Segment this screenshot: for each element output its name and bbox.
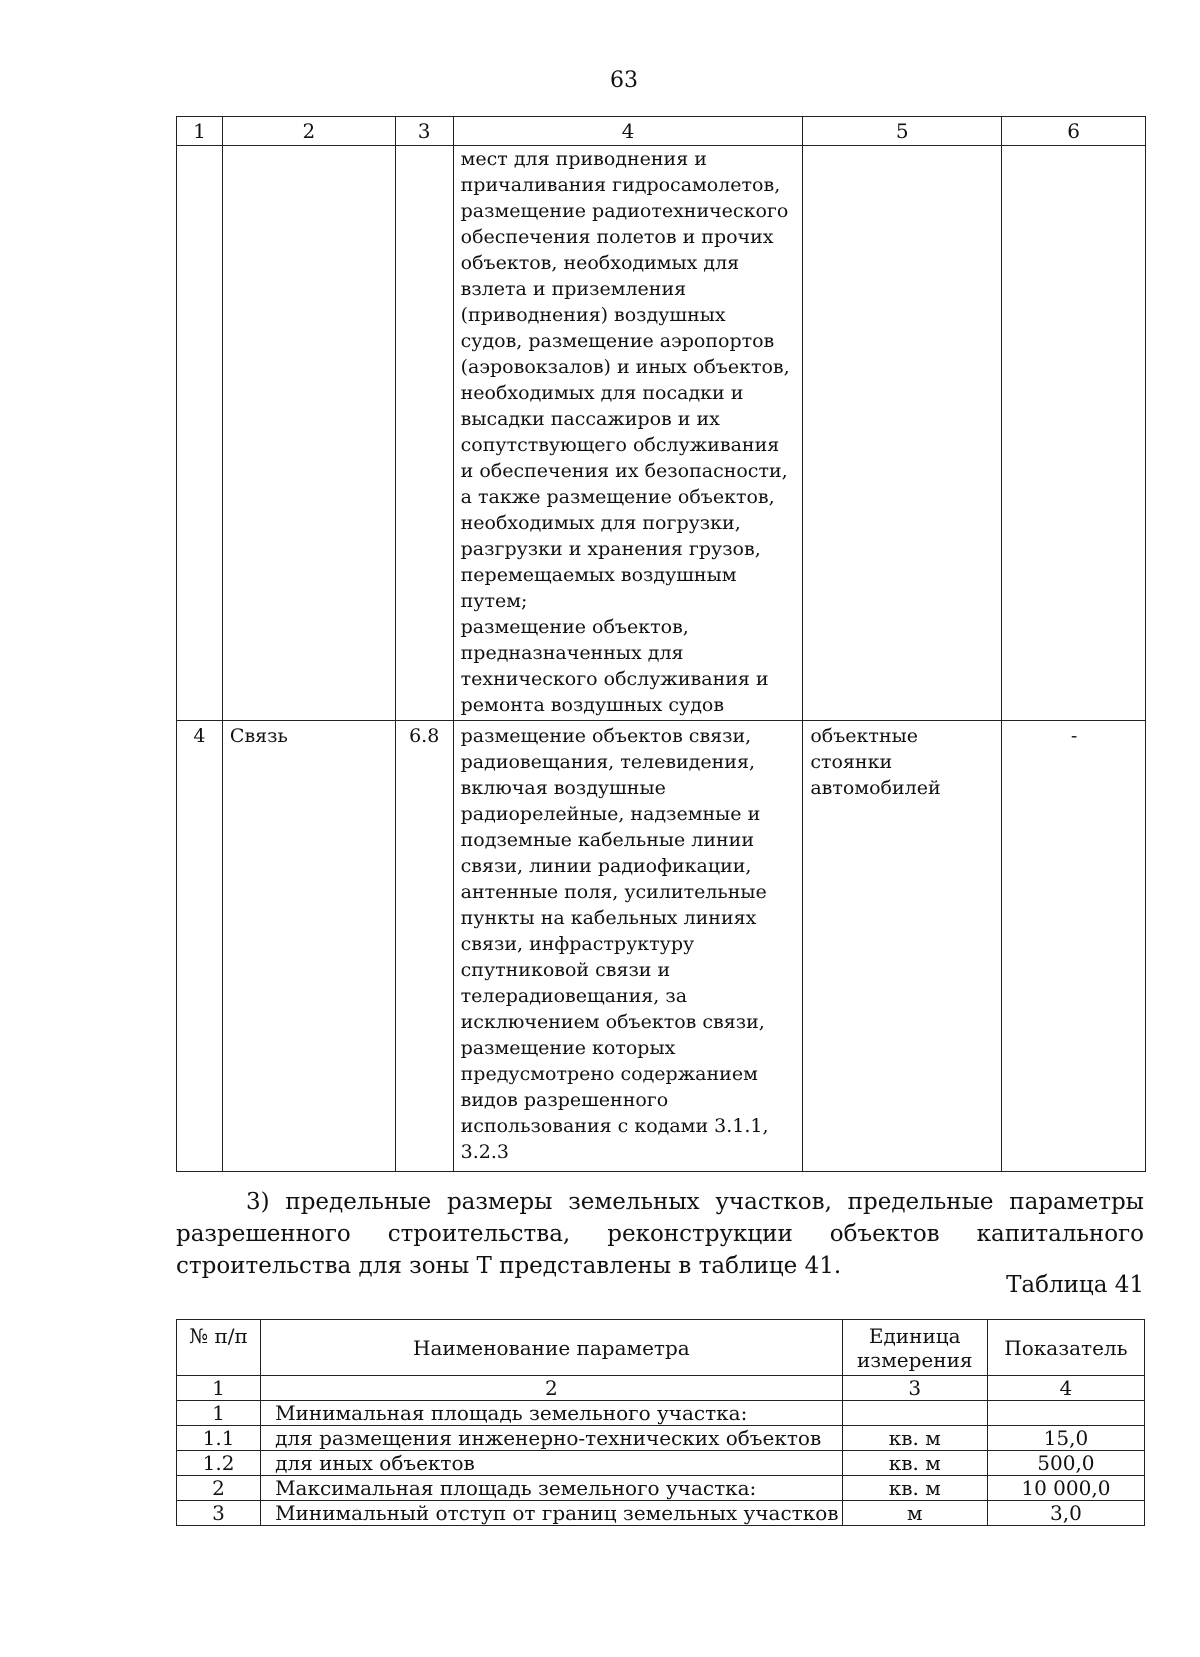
description-line: необходимых для погрузки, [460, 512, 741, 534]
table-header-row [177, 117, 1146, 146]
param-value: 500,0 [987, 1451, 1144, 1476]
description-line: использования с кодами 3.1.1, [460, 1115, 769, 1137]
param-unit [842, 1401, 987, 1426]
param-value: 10 000,0 [987, 1476, 1144, 1501]
param-unit: м [842, 1501, 987, 1526]
page-number: 63 [610, 68, 638, 93]
row-number: 4 [177, 721, 223, 1172]
description-line: предназначенных для [460, 642, 684, 664]
description-line: исключением объектов связи, [460, 1011, 765, 1033]
description-line: радиовещания, телевидения, [460, 751, 755, 773]
param-value [987, 1401, 1144, 1426]
header-cell: 1 [177, 117, 223, 146]
use-name: Связь [222, 721, 395, 1172]
table-row [177, 1501, 1145, 1526]
numbering-cell: 1 [177, 1376, 261, 1401]
description-line: радиорелейные, надземные и [460, 803, 761, 825]
param-num: 2 [177, 1476, 261, 1501]
table-header-row [177, 1320, 1145, 1376]
auxiliary-line: стоянки [810, 751, 893, 773]
description-line: размещение радиотехнического [460, 200, 789, 222]
description-line: включая воздушные [460, 777, 666, 799]
description-line: и обеспечения их безопасности, [460, 460, 788, 482]
description-line: предусмотрено содержанием [460, 1063, 758, 1085]
header-unit: Единица измерения [842, 1320, 987, 1376]
permitted-use-table [176, 116, 1146, 1172]
description-line: а также размещение объектов, [460, 486, 775, 508]
param-num: 1.1 [177, 1426, 261, 1451]
auxiliary-line: объектные [810, 725, 918, 747]
param-name: Минимальная площадь земельного участка: [261, 1401, 843, 1426]
description-line: судов, размещение аэропортов [460, 330, 775, 352]
description-line: мест для приводнения и [460, 148, 707, 170]
description-line: спутниковой связи и [460, 959, 671, 981]
param-name: для иных объектов [261, 1451, 843, 1476]
table-row [177, 1476, 1145, 1501]
header-name: Наименование параметра [261, 1320, 843, 1376]
table-row [177, 1426, 1145, 1451]
description-line: взлета и приземления [460, 278, 687, 300]
description-line: размещение объектов, [460, 616, 689, 638]
header-cell: 5 [803, 117, 1002, 146]
param-value: 15,0 [987, 1426, 1144, 1451]
param-unit: кв. м [842, 1426, 987, 1451]
description-line: антенные поля, усилительные [460, 881, 767, 903]
table-row [177, 1451, 1145, 1476]
body-paragraph: 3) предельные размеры земельных участков, предельные параметры разрешенного строительства, реконструкции объектов капитального строительства для зоны Т представлены в таблице 41. [176, 1189, 1144, 1279]
param-unit: кв. м [842, 1451, 987, 1476]
description-line: пункты на кабельных линиях [460, 907, 757, 929]
auxiliary-use [803, 721, 1002, 1172]
header-cell: 6 [1002, 117, 1146, 146]
description-line: сопутствующего обслуживания [460, 434, 780, 456]
param-name: для размещения инженерно-технических объектов [261, 1426, 843, 1451]
description-line: (аэровокзалов) и иных объектов, [460, 356, 790, 378]
description-line: 3.2.3 [460, 1141, 509, 1163]
description-line: размещение объектов связи, [460, 725, 752, 747]
description-line: связи, линии радиофикации, [460, 855, 752, 877]
description-line: технического обслуживания и [460, 668, 769, 690]
description-line: связи, инфраструктуру [460, 933, 695, 955]
description-line: разгрузки и хранения грузов, [460, 538, 761, 560]
param-unit: кв. м [842, 1476, 987, 1501]
description-line: обеспечения полетов и прочих [460, 226, 774, 248]
param-num: 3 [177, 1501, 261, 1526]
description-line: высадки пассажиров и их [460, 408, 720, 430]
parameters-table [176, 1319, 1145, 1526]
description-line: необходимых для посадки и [460, 382, 744, 404]
table-caption: Таблица 41 [1006, 1272, 1144, 1298]
use-code [395, 146, 453, 721]
description-line: ремонта воздушных судов [460, 694, 725, 716]
description-line: подземные кабельные линии [460, 829, 754, 851]
description-line: перемещаемых воздушным [460, 564, 737, 586]
auxiliary-line: автомобилей [810, 777, 941, 799]
param-num: 1 [177, 1401, 261, 1426]
description-line: объектов, необходимых для [460, 252, 740, 274]
row-number [177, 146, 223, 721]
table-row [177, 721, 1146, 1172]
description-line: (приводнения) воздушных [460, 304, 726, 326]
param-name: Максимальная площадь земельного участка: [261, 1476, 843, 1501]
description-line: видов разрешенного [460, 1089, 669, 1111]
header-cell: 4 [453, 117, 803, 146]
description-line: причаливания гидросамолетов, [460, 174, 781, 196]
numbering-row [177, 1376, 1145, 1401]
param-num: 1.2 [177, 1451, 261, 1476]
param-value: 3,0 [987, 1501, 1144, 1526]
numbering-cell: 2 [261, 1376, 843, 1401]
description-line: размещение которых [460, 1037, 676, 1059]
param-name: Минимальный отступ от границ земельных участков [261, 1501, 843, 1526]
numbering-cell: 3 [842, 1376, 987, 1401]
use-description [453, 146, 803, 721]
description-line: путем; [460, 590, 528, 612]
auxiliary-use [803, 146, 1002, 721]
header-cell: 3 [395, 117, 453, 146]
use-description [453, 721, 803, 1172]
conditional-use [1002, 146, 1146, 721]
header-value: Показатель [987, 1320, 1144, 1376]
table-row [177, 1401, 1145, 1426]
use-code: 6.8 [395, 721, 453, 1172]
header-num: № п/п [177, 1320, 261, 1376]
use-name [222, 146, 395, 721]
numbering-cell: 4 [987, 1376, 1144, 1401]
description-line: телерадиовещания, за [460, 985, 688, 1007]
conditional-use: - [1002, 721, 1146, 1172]
table-row [177, 146, 1146, 721]
header-cell: 2 [222, 117, 395, 146]
